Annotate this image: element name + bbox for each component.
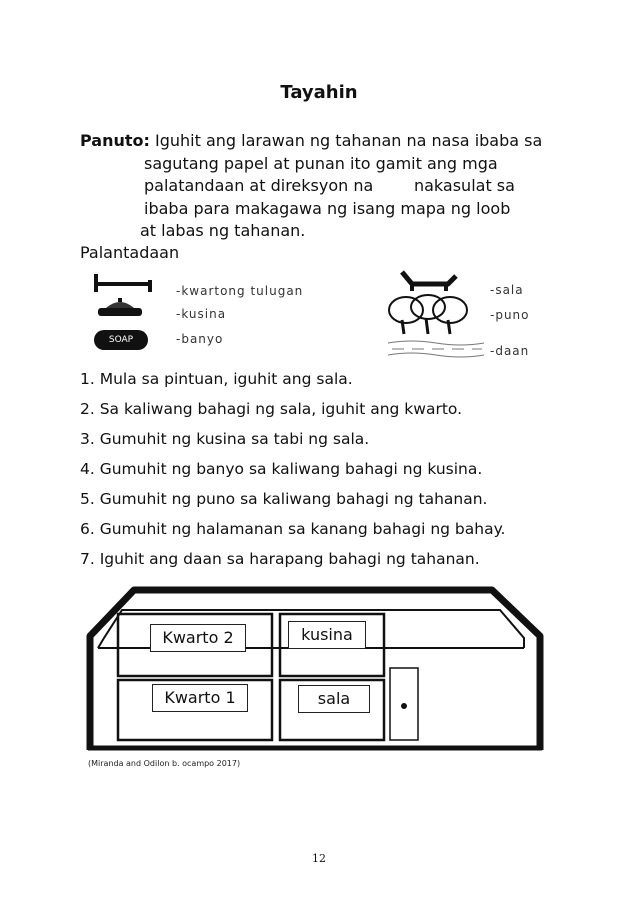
- legend-label-banyo: -banyo: [176, 332, 224, 346]
- trees-icon: [386, 294, 470, 336]
- legend-label-puno: -puno: [490, 308, 530, 322]
- instruction-line: at labas ng tahanan.: [140, 221, 306, 240]
- room-label-kusina: kusina: [288, 621, 366, 649]
- step-item: 4. Gumuhit ng banyo sa kaliwang bahagi ng kusina.: [80, 460, 483, 478]
- step-item: 5. Gumuhit ng puno sa kaliwang bahagi ng tahanan.: [80, 490, 488, 508]
- chair-icon: [398, 268, 458, 292]
- stove-icon: [96, 296, 146, 320]
- step-item: 3. Gumuhit ng kusina sa tabi ng sala.: [80, 430, 370, 448]
- bed-icon: [92, 272, 158, 294]
- room-label-kwarto-2: Kwarto 2: [150, 624, 246, 652]
- step-item: 2. Sa kaliwang bahagi ng sala, iguhit ang kwarto.: [80, 400, 463, 418]
- step-item: 7. Iguhit ang daan sa harapang bahagi ng tahanan.: [80, 550, 480, 568]
- instruction-line: palatandaan at direksyon na nakasulat sa: [144, 176, 515, 195]
- legend-label-sala: -sala: [490, 283, 524, 297]
- step-item: 1. Mula sa pintuan, iguhit ang sala.: [80, 370, 353, 388]
- source-citation: (Miranda and Odilon b. ocampo 2017): [88, 759, 241, 768]
- legend-title: Palantadaan: [80, 243, 180, 262]
- soap-icon: SOAP: [94, 330, 148, 350]
- room-label-kwarto-1: Kwarto 1: [152, 684, 248, 712]
- instruction-line: Iguhit ang larawan ng tahanan na nasa ibaba sa: [155, 131, 543, 150]
- legend-label-kwarto: -kwartong tulugan: [176, 284, 304, 298]
- house-drawing: [84, 586, 544, 752]
- step-item: 6. Gumuhit ng halamanan sa kanang bahagi ng bahay.: [80, 520, 506, 538]
- instruction-line: ibaba para makagawa ng isang mapa ng loob: [144, 198, 511, 218]
- instructions-label: Panuto:: [80, 131, 150, 150]
- page-number: 12: [312, 852, 326, 865]
- legend-label-daan: -daan: [490, 344, 530, 358]
- road-icon: [386, 338, 486, 358]
- page-title: Tayahin: [280, 82, 358, 103]
- legend-label-kusina: -kusina: [176, 307, 227, 321]
- instruction-line: sagutang papel at punan ito gamit ang mga: [144, 153, 498, 173]
- room-label-sala: sala: [298, 685, 370, 713]
